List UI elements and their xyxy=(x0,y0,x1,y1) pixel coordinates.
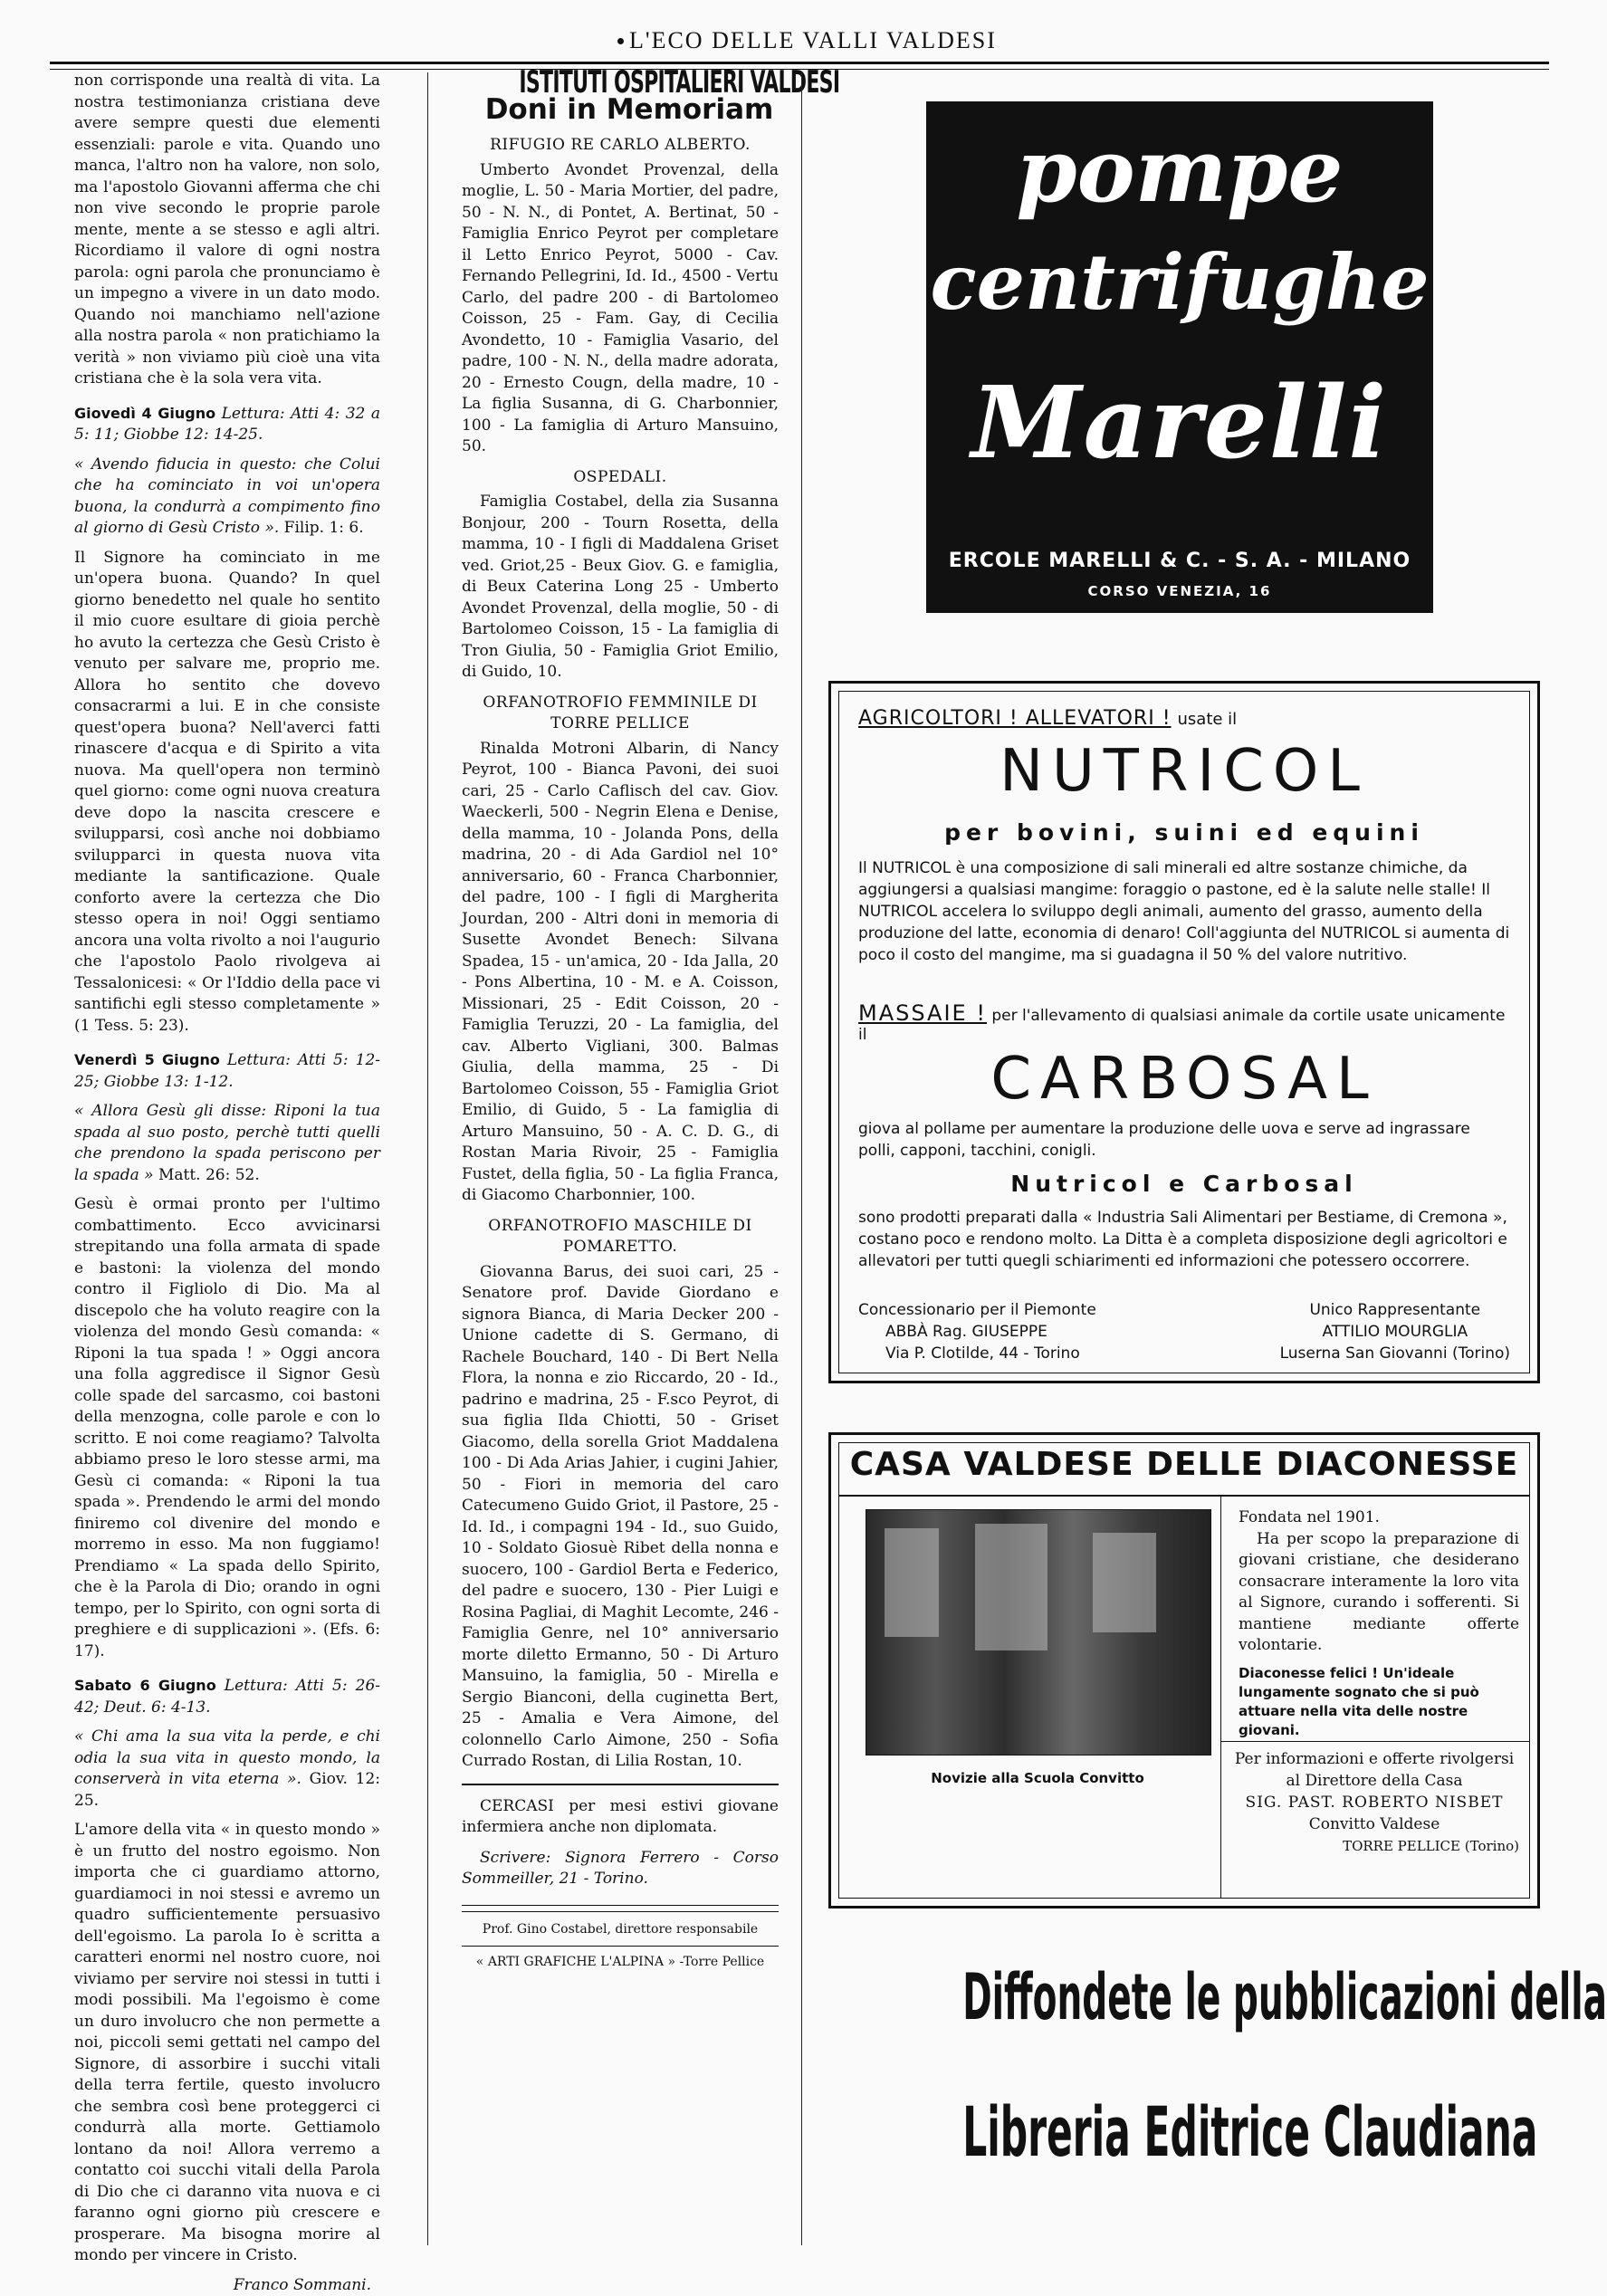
verse-ref: Filip. 1: 6. xyxy=(284,519,364,537)
meditation-text: L'amore della vita « in questo mondo » è un frutto del nostro egoismo. Non importa che ci guardiamo attorno, guardiamoci in noi stessi e avremo un quadro sufficientemente persuasivo dell'egoismo. La parola Io è scritta a caratteri enormi nel nostro cuore, noi viviamo per servire noi stessi in tutti i modi possibili. Ma l'egoismo è come un duro involucro che non permette a noi, piccoli semi gettati nel campo del Signore, di assorbire i succhi vitali della terra fertile, questo involucro che sembra così bene proteggerci ci condurrà alla morte. Gettiamolo lontano da noi! Allora verremo a contatto coi succhi vitali della Parola di Dio che ci daranno vita nuova e ci faranno ogni giorno più crescere e prosperare. Ma bisogna morire al mondo per vincere in Cristo. xyxy=(74,1820,380,2267)
donations-column xyxy=(462,72,779,2282)
day-entry xyxy=(74,1049,380,1662)
bullet-icon xyxy=(617,38,624,44)
ad-line: centrifughe xyxy=(926,237,1433,327)
day-entry xyxy=(74,1675,380,2267)
notice-text: CERCASI per mesi estivi giovane infermiera anche non diplomata. xyxy=(462,1796,779,1839)
contact-line: ABBÀ Rag. GIUSEPPE xyxy=(858,1321,1096,1343)
section-heading: ORFANOTROFIO MASCHILE DI POMARETTO. xyxy=(462,1216,779,1258)
ad-title: CASA VALDESE DELLE DIACONESSE xyxy=(831,1446,1537,1483)
day-heading: Giovedì 4 Giugno xyxy=(74,405,215,422)
notice-contact: Scrivere: Signora Ferrero - Corso Sommeiller, 21 - Torino. xyxy=(462,1848,779,1890)
contact-line: Unico Rappresentante xyxy=(1280,1299,1510,1321)
representative-contact xyxy=(1280,1299,1510,1364)
donation-list: Famiglia Costabel, della zia Susanna Bonjour, 200 - Tourn Rosetta, della mamma, 10 - I figli di Maddalena Griset ved. Griot,25 - Beux Giov. G. e famiglia, di Beux Caterina Long 25 - Umberto Avondet Provenzal, della moglie, 50 - di Bartolomeo Coisson, 15 - La famiglia di Tron Giulia, 50 - Famiglia Griot Emilio, di Guido, 10. xyxy=(462,492,779,684)
company-name: ERCOLE MARELLI & C. - S. A. - MILANO xyxy=(926,550,1433,572)
publisher-name: Libreria Editrice Claudiana xyxy=(962,2091,1401,2172)
product-tagline: Nutricol e Carbosal xyxy=(831,1171,1537,1197)
donation-list: Giovanna Barus, dei suoi cari, 25 - Senatore prof. Davide Giordano e signora Bianca, di Maria Decker 200 - Unione cadette di S. Germano, di Rachele Bouchard, 140 - Di Bert Nella Flora, la nonna e zio Riccardo, 20 - Id., padrino e madrina, 25 - F.sco Peyrot, di sua figlia Ilda Chiotti, 50 - Griset Giacomo, della sorella Griot Maddalena 100 - Di Ada Arias Jahier, i cugini Jahier, 50 - Fiori in memoria del caro Catecumeno Guido Griot, il Pastore, 25 - Id. Id., i compagni 194 - Id., suo Guido, 10 - Soldato Giosuè Ribet della nonna e suocero, 100 - Gardiol Berta e Federico, del padre e suocero, 130 - Pier Luigi e Rosina Pagliai, di Maghit Lecomte, 246 - Famiglia Genre, nel 10° anniversario morte diletto Ermanno, 50 - Di Arturo Mansuino, la famiglia, 50 - Mirella e Sergio Bianconi, della cuginetta Bert, 25 - Amalia e Vera Aimone, del colonnello Carlo Aimone, 250 - Sofia Currado Rostan, di Lilia Rostan, 10. xyxy=(462,1262,779,1773)
devotional-column xyxy=(74,71,380,2280)
contact-line: Via P. Clotilde, 44 - Torino xyxy=(858,1343,1096,1364)
ad-divider xyxy=(1220,1495,1221,1899)
reading-ref: Lettura: Atti 4: 32 a 5: 11; Giobbe 12: 14-25. xyxy=(74,405,380,445)
day-heading: Venerdì 5 Giugno xyxy=(74,1051,220,1068)
column-divider xyxy=(427,72,428,2245)
page-header xyxy=(0,13,1567,69)
marelli-advertisement xyxy=(926,101,1433,613)
ad-headline xyxy=(858,707,1237,730)
ad-description xyxy=(1239,1507,1519,1740)
photo-window xyxy=(1093,1533,1156,1632)
contact-place: TORRE PELLICE (Torino) xyxy=(1229,1835,1519,1857)
photo-caption: Novizie alla Scuola Convitto xyxy=(866,1770,1210,1786)
institution-masthead: ISTITUTI OSPITALIERI VALDESI xyxy=(506,72,734,94)
brand-name: Marelli xyxy=(926,364,1433,481)
product-name: CARBOSAL xyxy=(831,1046,1537,1113)
promo-line: Diffondete le pubblicazioni della xyxy=(962,1960,1401,2034)
slogan-text: Diaconesse felici ! Un'ideale lungamente sognato che si può attuare nella vita delle nostre giovani. xyxy=(1239,1664,1519,1740)
verse: « Avendo fiducia in questo: che Colui che ha cominciato in voi un'opera buona, la condurrà a compimento fino al giorno di Gesù Cristo ». xyxy=(74,455,380,538)
headline-use: usate il xyxy=(1178,710,1238,729)
massaie-line xyxy=(858,1000,1510,1044)
product-description: Il NUTRICOL è una composizione di sali minerali ed altre sostanze chimiche, da aggiungersi a qualsiasi mangime: foraggio o pastone, ed è la salute nelle stalle! Il NUTRICOL accelera lo sviluppo degli animali, aumento del grasso, aumento della produzione del latte, economia di denaro! Coll'aggiunta del NUTRICOL si aumenta di poco il costo del mangime, ma si guadagna il 50 % del valore nutritivo. xyxy=(858,857,1510,966)
verse: « Chi ama la sua vita la perde, e chi odia la sua vita in questo mondo, la conserverà in vita eterna ». xyxy=(74,1727,380,1788)
novices-photo xyxy=(866,1509,1211,1755)
reading-ref: Lettura: Atti 5: 12-25; Giobbe 13: 1-12. xyxy=(74,1051,380,1091)
reading-ref: Lettura: Atti 5: 26-42; Deut. 6: 4-13. xyxy=(74,1677,380,1717)
massaie-label: MASSAIE ! xyxy=(858,1000,987,1026)
headline-farmers: AGRICOLTORI ! ALLEVATORI ! xyxy=(858,707,1172,730)
title-rule xyxy=(838,1495,1530,1497)
intro-paragraph: non corrisponde una realtà di vita. La nostra testimonianza cristiana deve avere sempre questi due elementi essenziali: parole e vita. Quando uno manca, l'altro non ha valore, non solo, ma l'apostolo Giovanni afferma che chi non vive secondo le proprie parole mente, mente a se stesso e agli altri. Ricordiamo il valore di ogni nostra parola: ogni parola che pronunciamo è un impegno a vivere in un dato modo. Quando noi manchiamo nell'azione alla nostra parola « non pratichiamo la verità » non viviamo più cioè una vita cristiana che è la sola vera vita. xyxy=(74,71,380,390)
contact-institution: Convitto Valdese xyxy=(1229,1813,1519,1835)
contact-line: Concessionario per il Piemonte xyxy=(858,1299,1096,1321)
verse-ref: Giov. 12: 25. xyxy=(74,1770,380,1810)
day-heading: Sabato 6 Giugno xyxy=(74,1677,216,1694)
meditation-text: Gesù è ormai pronto per l'ultimo combattimento. Ecco avvicinarsi strepitando una folla armata di spade e bastoni: la violenza del mondo contro il Figliolo di Dio. Ma al discepolo che ha voluto reagire con la violenza del mondo Gesù comanda: « Riponi la tua spada ! » Oggi ancora una folla aggredisce il Signor Gesù colle spade del sarcasmo, coi bastoni della menzogna, colle parole e con lo scritto. E noi come reagiamo? Talvolta abbiamo preso le loro stesse armi, ma Gesù ci comanda: « Riponi la tua spada ». Prendendo le armi del mondo finiremo col divenire del mondo e morremo in esso. Ma non fuggiamo! Prendiamo « La spada dello Spirito, che è la Parola di Dio; orando in ogni tempo, per lo Spirito, con ogni sorta di preghiere e di supplicazioni ». (Efs. 6: 17). xyxy=(74,1194,380,1662)
distributor-contact xyxy=(858,1299,1096,1364)
contact-line: Luserna San Giovanni (Torino) xyxy=(1280,1343,1510,1364)
ad-line: pompe xyxy=(926,120,1433,222)
nutricol-advertisement xyxy=(828,681,1540,1383)
contact-line: ATTILIO MOURGLIA xyxy=(1280,1321,1510,1343)
diaconesse-advertisement xyxy=(828,1432,1540,1909)
meditation-text: Il Signore ha cominciato in me un'opera buona. Quando? In quel giorno benedetto nel quale ho sentito il mio cuore esultare di gioia perchè ho avuto la certezza che Gesù Cristo è venuto per salvare me, proprio me. Allora ho sentito che dovevo consacrarmi a lui. E in che consiste quest'opera buona? Nell'averci fatti rinascere d'acqua e di Spirito a vita nuova. Ma quell'opera non terminò quel giorno: come ogni nuova creatura deve dopo la nascita crescere e svilupparsi, così anche noi dobbiamo svilupparci in questa nuova vita mediante la santificazione. Quale conforto avere la certezza che Dio stesso opera in noi! Oggi sentiamo ancora una volta rivolto a noi l'augurio che l'apostolo Paolo rivolgeva ai Tessalonicesi: « Or l'Iddio della pace vi santifichi egli stesso completamente » (1 Tess. 5: 23). xyxy=(74,548,380,1038)
newspaper-title: L'ECO DELLE VALLI VALDESI xyxy=(629,27,997,54)
contact-name: SIG. PAST. ROBERTO NISBET xyxy=(1229,1792,1519,1813)
product-tagline: per bovini, suini ed equini xyxy=(831,819,1537,846)
product-description: giova al pollame per aumentare la produzione delle uova e serve ad ingrassare polli, capponi, tacchini, conigli. xyxy=(858,1118,1510,1162)
contact-rule xyxy=(1220,1741,1530,1742)
section-heading: ORFANOTROFIO FEMMINILE DI TORRE PELLICE xyxy=(462,693,779,735)
verse-ref: Matt. 26: 52. xyxy=(158,1166,260,1184)
photo-window xyxy=(975,1524,1047,1650)
company-address: CORSO VENEZIA, 16 xyxy=(926,583,1433,599)
product-name: NUTRICOL xyxy=(831,738,1537,805)
verse: « Allora Gesù gli disse: Riponi la tua spada al suo posto, perchè tutti quelli che prendono la spada periscono per la spada » xyxy=(74,1102,380,1184)
section-subtitle: Doni in Memoriam xyxy=(462,100,779,121)
product-description: sono prodotti preparati dalla « Industria Sali Alimentari per Bestiame, di Cremona », costano poco e rendono molto. La Ditta è a completa disposizione degli agricoltori e allevatori per tutti quegli schiarimenti ed informazioni che potessero occorrere. xyxy=(858,1207,1510,1272)
donation-list: Rinalda Motroni Albarin, di Nancy Peyrot, 100 - Bianca Pavoni, dei suoi cari, 25 - Carlo Caflisch del cav. Giov. Waeckerli, 500 - Negrin Elena e Denise, della mamma, 10 - Jolanda Pons, della madrina, 20 - di Ada Gardiol nel 10° anniversario, 60 - Franca Charbonnier, del padre, 100 - I figli di Margherita Jourdan, 200 - Altri doni in memoria di Susette Avondet Benech: Silvana Spadea, 15 - un'amica, 20 - Ida Jalla, 20 - Pons Albertina, 10 - M. e A. Coisson, Missionari, 25 - Edit Coisson, 20 - Famiglia Teruzzi, 20 - La famiglia, del cav. Alberto Vigliani, 300. Balmas Giulia, della mamma, 25 - Di Bartolomeo Coisson, 55 - Famiglia Griot Emilio, di Guido, 5 - La famiglia di Arturo Mansuino, 50 - A. C. D. G., di Rostan Maria Rivoir, 25 - Famiglia Fustet, della figlia, 50 - La figlia Franca, di Giacomo Charbonnier, 100. xyxy=(462,739,779,1207)
photo-window xyxy=(885,1528,939,1637)
day-entry xyxy=(74,403,380,1038)
section-heading: RIFUGIO RE CARLO ALBERTO. xyxy=(462,135,779,157)
author-signature: Franco Sommani. xyxy=(74,2275,371,2296)
section-heading: OSPEDALI. xyxy=(462,467,779,489)
classified-notice xyxy=(462,1784,779,1906)
info-text: Per informazioni e offerte rivolgersi al Direttore della Casa xyxy=(1229,1748,1519,1792)
column-divider xyxy=(801,72,802,2245)
founded-text: Fondata nel 1901. xyxy=(1239,1507,1519,1529)
ad-contact xyxy=(1229,1748,1519,1857)
massaie-text: per l'allevamento di qualsiasi animale da cortile usate unicamente il xyxy=(858,1007,1505,1044)
editor-credit: Prof. Gino Costabel, direttore responsabile xyxy=(462,1911,779,1941)
purpose-text: Ha per scopo la preparazione di giovani cristiane, che desiderano consacrare interamente la loro vita al Signore, curando i sofferenti. Si mantiene mediante offerte volontarie. xyxy=(1239,1529,1519,1657)
donation-list: Umberto Avondet Provenzal, della moglie, L. 50 - Maria Mortier, del padre, 50 - N. N., di Pontet, A. Bertinat, 50 - Famiglia Enrico Peyrot per completare il Letto Enrico Peyrot, 5000 - Cav. Fernando Pellegrini, Id. Id., 4500 - Vertu Carlo, del padre 200 - di Bartolomeo Coisson, 25 - Fam. Gay, di Cecilia Avondetto, 10 - Famiglia Vasario, del padre, 100 - N. N., della madre adorata, 20 - Ernesto Cougn, della madre, 10 - La figlia Susanna, di G. Charbonnier, 100 - La famiglia di Arturo Mansuino, 50. xyxy=(462,160,779,458)
printer-credit: « ARTI GRAFICHE L'ALPINA » -Torre Pellice xyxy=(462,1946,779,1974)
